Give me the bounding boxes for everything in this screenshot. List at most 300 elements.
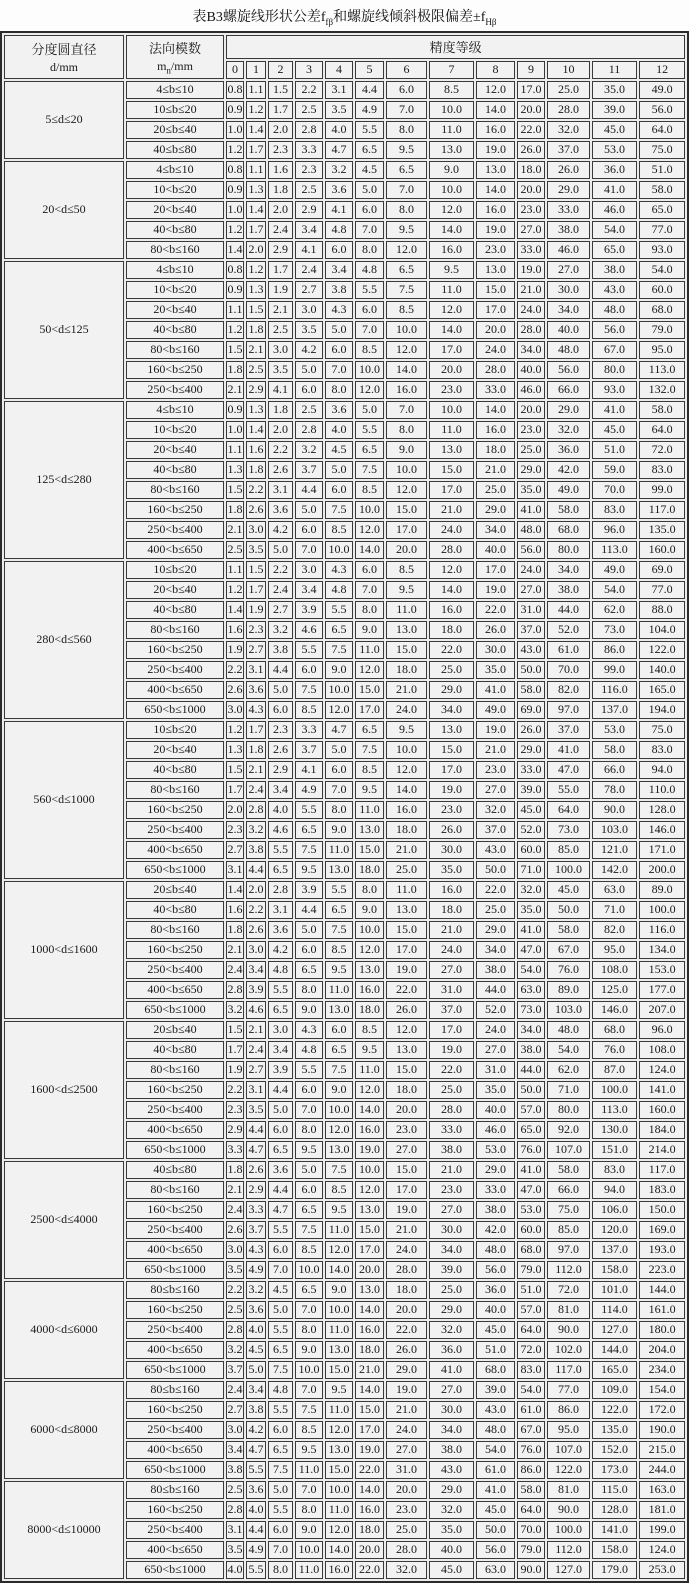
tolerance-value-cell: 7.0: [355, 581, 384, 599]
tolerance-value-cell: 12.0: [325, 701, 353, 719]
tolerance-value-cell: 9.5: [355, 781, 384, 799]
tolerance-value-cell: 2.5: [226, 1481, 244, 1499]
tolerance-value-cell: 25.0: [476, 901, 515, 919]
tolerance-value-cell: 169.0: [639, 1221, 685, 1239]
tolerance-value-cell: 1.5: [246, 561, 266, 579]
tolerance-value-cell: 13.0: [429, 141, 474, 159]
tolerance-value-cell: 15.0: [386, 641, 427, 659]
tolerance-value-cell: 15.0: [429, 461, 474, 479]
tolerance-value-cell: 113.0: [592, 1101, 637, 1119]
tolerance-value-cell: 124.0: [639, 1541, 685, 1559]
header-normal-module-unit: $m_n/mm$: [157, 59, 193, 76]
tolerance-value-cell: 28.0: [476, 361, 515, 379]
tolerance-value-cell: 18.0: [355, 1341, 384, 1359]
tolerance-value-cell: 10.0: [325, 681, 353, 699]
tolerance-value-cell: 15.0: [355, 841, 384, 859]
tolerance-value-cell: 8.0: [386, 421, 427, 439]
tolerance-value-cell: 12.0: [386, 341, 427, 359]
tolerance-value-cell: 11.0: [325, 841, 353, 859]
tolerance-value-cell: 1.3: [246, 181, 266, 199]
tolerance-value-cell: 3.6: [325, 401, 353, 419]
tolerance-value-cell: 22.0: [517, 121, 545, 139]
tolerance-value-cell: 29.0: [429, 681, 474, 699]
tolerance-value-cell: 3.5: [295, 321, 323, 339]
tolerance-value-cell: 2.9: [295, 201, 323, 219]
tolerance-value-cell: 5.5: [295, 801, 323, 819]
tolerance-value-cell: 4.3: [246, 701, 266, 719]
tolerance-value-cell: 1.9: [268, 281, 293, 299]
tolerance-value-cell: 27.0: [429, 1201, 474, 1219]
tolerance-value-cell: 71.0: [547, 1081, 590, 1099]
tolerance-value-cell: 50.0: [517, 1081, 545, 1099]
tolerance-value-cell: 58.0: [592, 741, 637, 759]
tolerance-value-cell: 102.0: [547, 1341, 590, 1359]
title-subscript-ffb: fβ: [325, 16, 334, 27]
tolerance-value-cell: 1.7: [226, 1041, 244, 1059]
tolerance-value-cell: 3.9: [246, 981, 266, 999]
tolerance-value-cell: 66.0: [592, 761, 637, 779]
tolerance-value-cell: 82.0: [592, 921, 637, 939]
tolerance-value-cell: 0.9: [226, 401, 244, 419]
tolerance-value-cell: 34.0: [429, 1421, 474, 1439]
tolerance-value-cell: 3.0: [226, 1241, 244, 1259]
tolerance-value-cell: 36.0: [476, 1281, 515, 1299]
tolerance-value-cell: 29.0: [476, 1161, 515, 1179]
grade-label: 0: [226, 61, 244, 79]
tolerance-value-cell: 144.0: [592, 1341, 637, 1359]
tolerance-value-cell: 3.1: [246, 661, 266, 679]
tolerance-value-cell: 6.0: [325, 761, 353, 779]
tolerance-value-cell: 77.0: [547, 1381, 590, 1399]
tolerance-value-cell: 172.0: [639, 1401, 685, 1419]
tolerance-value-cell: 30.0: [429, 841, 474, 859]
tolerance-value-cell: 6.0: [268, 1121, 293, 1139]
tolerance-value-cell: 24.0: [429, 941, 474, 959]
tolerance-value-cell: 122.0: [639, 641, 685, 659]
tolerance-value-cell: 1.8: [268, 401, 293, 419]
tolerance-value-cell: 40.0: [476, 1101, 515, 1119]
tolerance-value-cell: 2.6: [226, 681, 244, 699]
tolerance-value-cell: 1.3: [246, 401, 266, 419]
tolerance-value-cell: 1.3: [246, 281, 266, 299]
tolerance-value-cell: 19.0: [355, 1141, 384, 1159]
tolerance-value-cell: 90.0: [517, 1561, 545, 1579]
tolerance-value-cell: 9.0: [295, 1341, 323, 1359]
tolerance-value-cell: 4.8: [325, 221, 353, 239]
tolerance-value-cell: 3.6: [268, 501, 293, 519]
tolerance-value-cell: 12.0: [325, 1121, 353, 1139]
tolerance-value-cell: 3.6: [325, 181, 353, 199]
tolerance-value-cell: 1.8: [246, 321, 266, 339]
tolerance-value-cell: 42.0: [476, 1221, 515, 1239]
tolerance-value-cell: 31.0: [386, 1461, 427, 1479]
tolerance-value-cell: 85.0: [547, 841, 590, 859]
b-range-cell: 80<b≤160: [126, 1181, 224, 1199]
tolerance-value-cell: 3.1: [226, 861, 244, 879]
tolerance-value-cell: 60.0: [517, 841, 545, 859]
tolerance-value-cell: 1.3: [226, 461, 244, 479]
tolerance-value-cell: 1.8: [226, 361, 244, 379]
tolerance-value-cell: 34.0: [547, 301, 590, 319]
tolerance-value-cell: 6.5: [268, 1341, 293, 1359]
tolerance-value-cell: 3.7: [226, 1361, 244, 1379]
tolerance-value-cell: 1.7: [268, 101, 293, 119]
tolerance-value-cell: 6.5: [295, 961, 323, 979]
tolerance-value-cell: 19.0: [429, 1041, 474, 1059]
tolerance-value-cell: 61.0: [476, 1461, 515, 1479]
tolerance-value-cell: 7.5: [355, 461, 384, 479]
tolerance-value-cell: 70.0: [547, 661, 590, 679]
tolerance-value-cell: 29.0: [517, 741, 545, 759]
tolerance-value-cell: 3.3: [246, 1201, 266, 1219]
tolerance-value-cell: 124.0: [639, 1061, 685, 1079]
tolerance-value-cell: 19.0: [476, 721, 515, 739]
tolerance-value-cell: 144.0: [639, 1281, 685, 1299]
tolerance-value-cell: 23.0: [429, 801, 474, 819]
tolerance-value-cell: 3.3: [295, 721, 323, 739]
tolerance-value-cell: 45.0: [592, 421, 637, 439]
tolerance-value-cell: 19.0: [476, 581, 515, 599]
b-range-cell: 400<b≤650: [126, 541, 224, 559]
tolerance-value-cell: 2.2: [295, 81, 323, 99]
tolerance-value-cell: 29.0: [476, 501, 515, 519]
tolerance-value-cell: 22.0: [386, 1321, 427, 1339]
tolerance-value-cell: 135.0: [592, 1421, 637, 1439]
tolerance-value-cell: 113.0: [592, 541, 637, 559]
tolerance-value-cell: 3.0: [268, 1021, 293, 1039]
b-range-cell: 20<b≤40: [126, 301, 224, 319]
tolerance-value-cell: 63.0: [476, 1561, 515, 1579]
tolerance-value-cell: 29.0: [476, 921, 515, 939]
tolerance-value-cell: 117.0: [639, 1161, 685, 1179]
tolerance-value-cell: 4.9: [246, 1541, 266, 1559]
tolerance-value-cell: 5.0: [325, 461, 353, 479]
d-range-cell: 6000<d≤8000: [4, 1381, 124, 1479]
tolerance-value-cell: 0.8: [226, 261, 244, 279]
tolerance-value-cell: 158.0: [592, 1261, 637, 1279]
table-row: [4, 1481, 685, 1499]
b-range-cell: 40≤b≤80: [126, 141, 224, 159]
tolerance-value-cell: 21.0: [429, 501, 474, 519]
tolerance-value-cell: 95.0: [639, 341, 685, 359]
tolerance-value-cell: 23.0: [517, 421, 545, 439]
tolerance-value-cell: 6.0: [268, 1241, 293, 1259]
tolerance-value-cell: 11.0: [429, 421, 474, 439]
tolerance-value-cell: 7.0: [386, 401, 427, 419]
tolerance-value-cell: 2.4: [226, 961, 244, 979]
tolerance-value-cell: 19.0: [386, 1201, 427, 1219]
b-range-cell: 650<b≤1000: [126, 1261, 224, 1279]
tolerance-value-cell: 21.0: [429, 921, 474, 939]
tolerance-value-cell: 140.0: [639, 661, 685, 679]
tolerance-value-cell: 3.5: [325, 101, 353, 119]
tolerance-value-cell: 17.0: [429, 341, 474, 359]
tolerance-value-cell: 141.0: [592, 1521, 637, 1539]
tolerance-value-cell: 2.6: [246, 1161, 266, 1179]
tolerance-value-cell: 12.0: [429, 201, 474, 219]
tolerance-value-cell: 25.0: [386, 861, 427, 879]
tolerance-value-cell: 2.1: [226, 521, 244, 539]
tolerance-value-cell: 22.0: [355, 1561, 384, 1579]
tolerance-value-cell: 3.7: [295, 741, 323, 759]
tolerance-value-cell: 18.0: [386, 661, 427, 679]
tolerance-value-cell: 14.0: [476, 401, 515, 419]
tolerance-value-cell: 9.0: [295, 1521, 323, 1539]
tolerance-value-cell: 75.0: [547, 1201, 590, 1219]
tolerance-value-cell: 199.0: [639, 1521, 685, 1539]
tolerance-value-cell: 23.0: [517, 201, 545, 219]
b-range-cell: 20<b≤40: [126, 741, 224, 759]
tolerance-value-cell: 4.4: [268, 661, 293, 679]
tolerance-value-cell: 12.0: [325, 1521, 353, 1539]
tolerance-value-cell: 2.9: [246, 1181, 266, 1199]
tolerance-value-cell: 17.0: [355, 1421, 384, 1439]
tolerance-value-cell: 3.8: [226, 1461, 244, 1479]
tolerance-value-cell: 2.0: [246, 241, 266, 259]
tolerance-value-cell: 2.9: [268, 241, 293, 259]
tolerance-value-cell: 8.5: [386, 301, 427, 319]
tolerance-value-cell: 34.0: [476, 521, 515, 539]
tolerance-value-cell: 61.0: [547, 641, 590, 659]
tolerance-value-cell: 4.0: [325, 121, 353, 139]
tolerance-value-cell: 62.0: [547, 1061, 590, 1079]
tolerance-value-cell: 53.0: [476, 1141, 515, 1159]
tolerance-value-cell: 1.7: [246, 141, 266, 159]
tolerance-value-cell: 1.8: [226, 501, 244, 519]
tolerance-value-cell: 6.5: [268, 861, 293, 879]
tolerance-value-cell: 14.0: [429, 581, 474, 599]
tolerance-value-cell: 154.0: [639, 1381, 685, 1399]
tolerance-value-cell: 14.0: [355, 1481, 384, 1499]
tolerance-value-cell: 253.0: [639, 1561, 685, 1579]
tolerance-value-cell: 23.0: [429, 381, 474, 399]
tolerance-value-cell: 89.0: [639, 881, 685, 899]
tolerance-value-cell: 8.0: [355, 601, 384, 619]
tolerance-value-cell: 4.4: [268, 1181, 293, 1199]
tolerance-value-cell: 31.0: [429, 981, 474, 999]
tolerance-value-cell: 2.5: [246, 361, 266, 379]
tolerance-value-cell: 8.0: [355, 881, 384, 899]
tolerance-value-cell: 43.0: [429, 1461, 474, 1479]
tolerance-value-cell: 24.0: [386, 1421, 427, 1439]
tolerance-value-cell: 23.0: [429, 1181, 474, 1199]
tolerance-value-cell: 1.0: [226, 201, 244, 219]
tolerance-value-cell: 34.0: [547, 561, 590, 579]
tolerance-value-cell: 37.0: [547, 141, 590, 159]
tolerance-value-cell: 9.5: [386, 141, 427, 159]
tolerance-value-cell: 9.0: [355, 901, 384, 919]
tolerance-value-cell: 71.0: [517, 861, 545, 879]
d-range-cell: 50<d≤125: [4, 261, 124, 399]
tolerance-value-cell: 17.0: [386, 1181, 427, 1199]
tolerance-value-cell: 45.0: [592, 121, 637, 139]
tolerance-value-cell: 34.0: [429, 701, 474, 719]
tolerance-value-cell: 3.4: [325, 261, 353, 279]
tolerance-value-cell: 6.5: [268, 1001, 293, 1019]
tolerance-value-cell: 2.4: [246, 1041, 266, 1059]
tolerance-value-cell: 1.4: [226, 601, 244, 619]
tolerance-value-cell: 4.2: [268, 941, 293, 959]
tolerance-value-cell: 3.0: [226, 1421, 244, 1439]
tolerance-value-cell: 161.0: [639, 1301, 685, 1319]
b-range-cell: 40<b≤80: [126, 321, 224, 339]
tolerance-value-cell: 3.6: [246, 1481, 266, 1499]
b-range-cell: 40<b≤80: [126, 901, 224, 919]
tolerance-value-cell: 0.8: [226, 161, 244, 179]
tolerance-value-cell: 33.0: [547, 201, 590, 219]
tolerance-value-cell: 171.0: [639, 841, 685, 859]
tolerance-value-cell: 12.0: [386, 241, 427, 259]
tolerance-value-cell: 4.7: [325, 721, 353, 739]
tolerance-value-cell: 29.0: [429, 1301, 474, 1319]
tolerance-value-cell: 1.1: [246, 81, 266, 99]
tolerance-value-cell: 21.0: [386, 1221, 427, 1239]
tolerance-value-cell: 3.4: [268, 781, 293, 799]
tolerance-value-cell: 41.0: [517, 501, 545, 519]
tolerance-value-cell: 62.0: [592, 601, 637, 619]
tolerance-value-cell: 6.0: [325, 481, 353, 499]
tolerance-value-cell: 11.0: [355, 641, 384, 659]
tolerance-value-cell: 28.0: [547, 101, 590, 119]
tolerance-value-cell: 141.0: [639, 1081, 685, 1099]
tolerance-value-cell: 1.3: [226, 741, 244, 759]
tolerance-value-cell: 4.0: [226, 1561, 244, 1579]
tolerance-value-cell: 8.0: [295, 1121, 323, 1139]
tolerance-value-cell: 32.0: [517, 881, 545, 899]
tolerance-value-cell: 86.0: [592, 641, 637, 659]
tolerance-value-cell: 8.0: [355, 241, 384, 259]
tolerance-value-cell: 2.6: [246, 501, 266, 519]
tolerance-value-cell: 17.0: [429, 1021, 474, 1039]
tolerance-value-cell: 1.7: [268, 261, 293, 279]
tolerance-value-cell: 9.5: [386, 721, 427, 739]
tolerance-value-cell: 19.0: [429, 781, 474, 799]
tolerance-value-cell: 69.0: [517, 701, 545, 719]
tolerance-value-cell: 28.0: [386, 1541, 427, 1559]
tolerance-value-cell: 13.0: [355, 1281, 384, 1299]
tolerance-value-cell: 2.6: [226, 1221, 244, 1239]
tolerance-value-cell: 4.1: [295, 761, 323, 779]
tolerance-value-cell: 58.0: [547, 501, 590, 519]
tolerance-value-cell: 3.2: [226, 1341, 244, 1359]
tolerance-value-cell: 88.0: [639, 601, 685, 619]
tolerance-value-cell: 4.9: [295, 781, 323, 799]
tolerance-value-cell: 81.0: [547, 1301, 590, 1319]
tolerance-value-cell: 34.0: [429, 1241, 474, 1259]
tolerance-value-cell: 26.0: [517, 721, 545, 739]
tolerance-value-cell: 10.0: [355, 1161, 384, 1179]
tolerance-value-cell: 17.0: [355, 1241, 384, 1259]
tolerance-value-cell: 7.5: [325, 1161, 353, 1179]
tolerance-value-cell: 5.5: [295, 1061, 323, 1079]
tolerance-value-cell: 4.5: [355, 161, 384, 179]
tolerance-value-cell: 9.5: [325, 1201, 353, 1219]
tolerance-value-cell: 87.0: [592, 1061, 637, 1079]
tolerance-value-cell: 3.2: [268, 621, 293, 639]
grade-label: 10: [547, 61, 590, 79]
tolerance-value-cell: 3.6: [268, 921, 293, 939]
tolerance-value-cell: 7.5: [355, 741, 384, 759]
tolerance-value-cell: 56.0: [639, 101, 685, 119]
tolerance-value-cell: 29.0: [429, 1481, 474, 1499]
tolerance-value-cell: 128.0: [639, 801, 685, 819]
tolerance-value-cell: 5.0: [325, 741, 353, 759]
tolerance-value-cell: 10.0: [355, 921, 384, 939]
tolerance-value-cell: 8.0: [268, 1561, 293, 1579]
tolerance-value-cell: 7.5: [268, 1361, 293, 1379]
tolerance-value-cell: 3.2: [295, 441, 323, 459]
tolerance-value-cell: 165.0: [639, 681, 685, 699]
tolerance-value-cell: 17.0: [355, 701, 384, 719]
tolerance-value-cell: 3.1: [268, 901, 293, 919]
tolerance-value-cell: 7.5: [295, 681, 323, 699]
header-pitch-diameter-cn: 分度圆直径: [31, 41, 97, 57]
grade-label: 8: [476, 61, 515, 79]
b-range-cell: 4≤b≤10: [126, 401, 224, 419]
tolerance-value-cell: 6.5: [355, 141, 384, 159]
tolerance-value-cell: 61.0: [517, 1401, 545, 1419]
tolerance-value-cell: 223.0: [639, 1261, 685, 1279]
tolerance-value-cell: 19.0: [386, 961, 427, 979]
tolerance-value-cell: 1.2: [226, 581, 244, 599]
tolerance-value-cell: 16.0: [429, 601, 474, 619]
table-row: [4, 81, 685, 99]
tolerance-value-cell: 12.0: [355, 1181, 384, 1199]
tolerance-value-cell: 13.0: [355, 1201, 384, 1219]
tolerance-value-cell: 78.0: [592, 781, 637, 799]
tolerance-value-cell: 44.0: [517, 1061, 545, 1079]
tolerance-value-cell: 4.8: [355, 261, 384, 279]
tolerance-value-cell: 93.0: [639, 241, 685, 259]
tolerance-value-cell: 19.0: [476, 221, 515, 239]
b-range-cell: 250<b≤400: [126, 381, 224, 399]
b-range-cell: 20<b≤40: [126, 581, 224, 599]
tolerance-value-cell: 39.0: [517, 781, 545, 799]
tolerance-value-cell: 18.0: [386, 821, 427, 839]
tolerance-value-cell: 75.0: [639, 721, 685, 739]
table-row: [4, 401, 685, 419]
tolerance-value-cell: 34.0: [517, 341, 545, 359]
tolerance-value-cell: 4.2: [268, 521, 293, 539]
tolerance-value-cell: 1.7: [246, 221, 266, 239]
tolerance-value-cell: 122.0: [592, 1401, 637, 1419]
tolerance-value-cell: 63.0: [592, 881, 637, 899]
tolerance-value-cell: 54.0: [476, 1441, 515, 1459]
tolerance-value-cell: 8.0: [295, 1321, 323, 1339]
table-row: [4, 1021, 685, 1039]
tolerance-value-cell: 20.0: [355, 1261, 384, 1279]
tolerance-value-cell: 2.1: [226, 381, 244, 399]
tolerance-value-cell: 3.4: [268, 1041, 293, 1059]
tolerance-value-cell: 36.0: [592, 161, 637, 179]
tolerance-value-cell: 6.0: [355, 561, 384, 579]
tolerance-value-cell: 99.0: [592, 661, 637, 679]
tolerance-value-cell: 16.0: [386, 801, 427, 819]
tolerance-value-cell: 2.4: [226, 1381, 244, 1399]
tolerance-value-cell: 4.7: [268, 1201, 293, 1219]
tolerance-value-cell: 15.0: [325, 1461, 353, 1479]
tolerance-value-cell: 1.5: [226, 761, 244, 779]
tolerance-value-cell: 30.0: [476, 641, 515, 659]
tolerance-value-cell: 48.0: [476, 1241, 515, 1259]
b-range-cell: 40<b≤80: [126, 601, 224, 619]
tolerance-value-cell: 3.8: [246, 841, 266, 859]
tolerance-value-cell: 11.0: [386, 601, 427, 619]
tolerance-value-cell: 18.0: [355, 861, 384, 879]
tolerance-value-cell: 29.0: [386, 1361, 427, 1379]
b-range-cell: 160<b≤250: [126, 1081, 224, 1099]
grade-label: 9: [517, 61, 545, 79]
